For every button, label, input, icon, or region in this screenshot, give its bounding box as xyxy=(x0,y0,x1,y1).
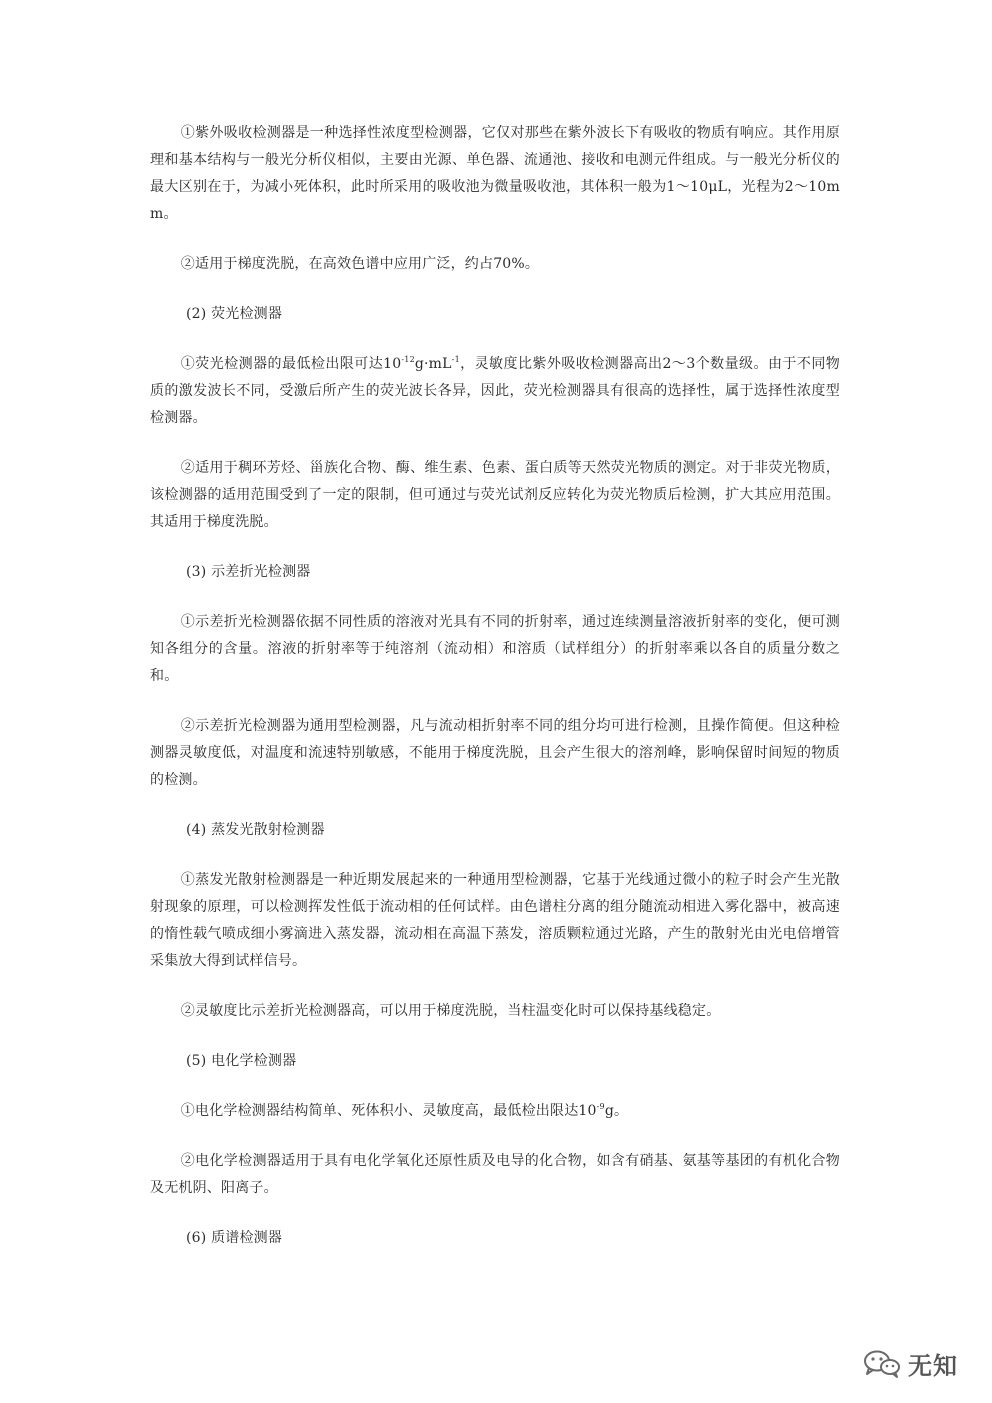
wechat-icon xyxy=(862,1349,902,1379)
paragraph-elsd-principle: ①蒸发光散射检测器是一种近期发展起来的一种通用型检测器，它基于光线通过微小的粒子时会产生光散射现象的原理，可以检测挥发性低于流动相的任何试样。由色谱柱分离的组分随流动相进入雾化器中，被高速的惰性载气喷成细小雾滴进入蒸发器，流动相在高温下蒸发，溶质颗粒通过光路，产生的散射光由光电倍增管采集放大得到试样信号。 xyxy=(150,872,840,969)
heading-elsd: (4) 蒸发光散射检测器 xyxy=(186,822,325,838)
heading-fluorescence-detector: (2) 荧光检测器 xyxy=(186,306,283,322)
text-segment: g。 xyxy=(604,1103,629,1119)
text-segment: ①电化学检测器结构简单、死体积小、灵敏度高，最低检出限达10 xyxy=(180,1103,597,1119)
paragraph-ec-application: ②电化学检测器适用于具有电化学氧化还原性质及电导的化合物，如含有硝基、氨基等基团的有机化合物及无机阴、阳离子。 xyxy=(150,1153,840,1196)
superscript: -1 xyxy=(451,355,460,364)
superscript: -9 xyxy=(596,1102,605,1111)
heading-mass-spec-detector: (6) 质谱检测器 xyxy=(186,1230,283,1246)
heading-electrochemical-detector: (5) 电化学检测器 xyxy=(186,1053,297,1069)
text-segment: ，灵敏度比紫外吸收检测器高出2～3个数量级。由于不同物质的激发波长不同，受激后所产生的荧光波长各异，因此，荧光检测器具有很高的选择性，属于选择性浓度型检测器。 xyxy=(150,356,840,426)
paragraph-fluorescence-application: ②适用于稠环芳烃、甾族化合物、酶、维生素、色素、蛋白质等天然荧光物质的测定。对于非荧光物质，该检测器的适用范围受到了一定的限制，但可通过与荧光试剂反应转化为荧光物质后检测，扩大其应用范围。其适用于梯度洗脱。 xyxy=(150,460,840,530)
paragraph-uv-application: ②适用于梯度洗脱，在高效色谱中应用广泛，约占70%。 xyxy=(180,256,540,272)
paragraph-ri-application: ②示差折光检测器为通用型检测器，凡与流动相折射率不同的组分均可进行检测，且操作简便。但这种检测器灵敏度低，对温度和流速特别敏感，不能用于梯度洗脱，且会产生很大的溶剂峰，影响保留时间短的物质的检测。 xyxy=(150,718,840,788)
heading-refractive-index-detector: (3) 示差折光检测器 xyxy=(186,564,311,580)
text-segment: g·mL xyxy=(414,356,452,372)
paragraph-elsd-application: ②灵敏度比示差折光检测器高，可以用于梯度洗脱，当柱温变化时可以保持基线稳定。 xyxy=(180,1003,721,1019)
watermark-text: 无知 xyxy=(908,1352,958,1380)
paragraph-ec-principle xyxy=(150,1098,840,1125)
watermark xyxy=(862,1346,958,1381)
paragraph-fluorescence-principle xyxy=(150,351,840,432)
text-segment: ①荧光检测器的最低检出限可达10 xyxy=(180,356,402,372)
paragraph-uv-principle: ①紫外吸收检测器是一种选择性浓度型检测器，它仅对那些在紫外波长下有吸收的物质有响应。其作用原理和基本结构与一般光分析仪相似，主要由光源、单色器、流通池、接收和电测元件组成。与一般光分析仪的最大区别在于，为减小死体积，此时所采用的吸收池为微量吸收池，其体积一般为1～10μL，光程为2～10mm。 xyxy=(150,125,840,222)
paragraph-ri-principle: ①示差折光检测器依据不同性质的溶液对光具有不同的折射率，通过连续测量溶液折射率的变化，便可测知各组分的含量。溶液的折射率等于纯溶剂（流动相）和溶质（试样组分）的折射率乘以各自的质量分数之和。 xyxy=(150,614,840,684)
superscript: -12 xyxy=(401,355,415,364)
document-body xyxy=(150,120,840,1275)
